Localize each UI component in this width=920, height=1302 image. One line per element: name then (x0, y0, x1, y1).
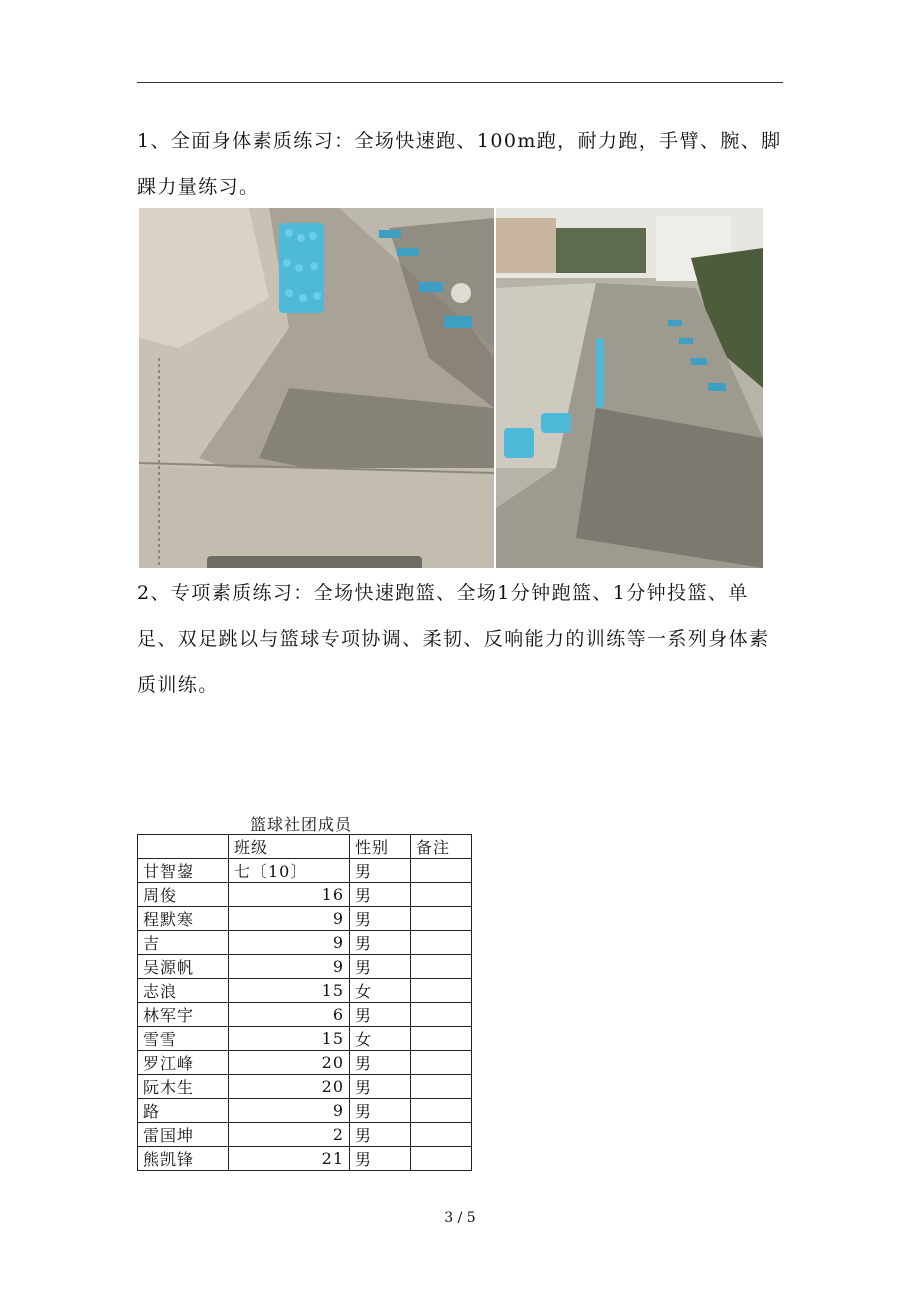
member-note (411, 859, 472, 883)
table-row (138, 1075, 472, 1099)
header-class: 班级 (229, 835, 350, 859)
member-class: 2 (229, 1123, 350, 1147)
member-gender: 男 (350, 931, 411, 955)
member-note (411, 1099, 472, 1123)
member-class: 15 (229, 1027, 350, 1051)
table-row (138, 979, 472, 1003)
page-number: 3 / 5 (444, 1210, 476, 1226)
member-gender: 男 (350, 1123, 411, 1147)
member-name: 雷国坤 (138, 1123, 229, 1147)
table-row (138, 1003, 472, 1027)
member-note (411, 907, 472, 931)
table-row (138, 1099, 472, 1123)
member-note (411, 1123, 472, 1147)
member-class: 20 (229, 1075, 350, 1099)
table-title: 篮球社团成员 (250, 815, 353, 834)
table-row (138, 859, 472, 883)
member-note (411, 1027, 472, 1051)
member-name: 志浪 (138, 979, 229, 1003)
header-gender: 性别 (350, 835, 411, 859)
member-class: 9 (229, 907, 350, 931)
member-note (411, 1003, 472, 1027)
header-name (138, 835, 229, 859)
member-name: 甘智鋆 (138, 859, 229, 883)
table-row (138, 931, 472, 955)
member-name: 周俊 (138, 883, 229, 907)
member-name: 罗江峰 (138, 1051, 229, 1075)
table-row (138, 907, 472, 931)
member-gender: 男 (350, 883, 411, 907)
members-table (137, 834, 472, 1171)
member-class: 6 (229, 1003, 350, 1027)
member-name: 熊凯锋 (138, 1147, 229, 1171)
member-gender: 男 (350, 1075, 411, 1099)
member-name: 路 (138, 1099, 229, 1123)
table-row (138, 955, 472, 979)
photo-pair (139, 208, 763, 568)
member-note (411, 1075, 472, 1099)
photo-students-marching (139, 208, 494, 568)
member-gender: 男 (350, 955, 411, 979)
member-name: 吉 (138, 931, 229, 955)
table-row (138, 883, 472, 907)
member-gender: 男 (350, 1003, 411, 1027)
header-note: 备注 (411, 835, 472, 859)
member-name: 阮木生 (138, 1075, 229, 1099)
member-note (411, 931, 472, 955)
table-row (138, 1147, 472, 1171)
member-gender: 男 (350, 1147, 411, 1171)
member-name: 林军宇 (138, 1003, 229, 1027)
member-note (411, 1147, 472, 1171)
member-gender: 男 (350, 859, 411, 883)
member-note (411, 955, 472, 979)
member-class: 16 (229, 883, 350, 907)
header-rule (137, 82, 783, 83)
member-gender: 女 (350, 979, 411, 1003)
image-viewer-toolbar (207, 556, 422, 568)
member-class: 9 (229, 1099, 350, 1123)
paragraph-2: 2、专项素质练习：全场快速跑篮、全场1分钟跑篮、1分钟投篮、单足、双足跳以与篮球专项协调、柔韧、反响能力的训练等一系列身体素质训练。 (137, 582, 770, 696)
member-class: 9 (229, 955, 350, 979)
table-row (138, 1027, 472, 1051)
paragraph-1: 1、全面身体素质练习：全场快速跑、100m跑，耐力跑，手臂、腕、脚踝力量练习。 (137, 130, 782, 198)
member-class: 21 (229, 1147, 350, 1171)
member-name: 雪雪 (138, 1027, 229, 1051)
member-name: 吴源帆 (138, 955, 229, 979)
member-class: 9 (229, 931, 350, 955)
member-name: 程默寒 (138, 907, 229, 931)
member-gender: 男 (350, 907, 411, 931)
member-gender: 男 (350, 1051, 411, 1075)
member-class: 15 (229, 979, 350, 1003)
member-class: 20 (229, 1051, 350, 1075)
member-note (411, 1051, 472, 1075)
member-class: 七〔10〕 (229, 859, 350, 883)
photo-students-running (496, 208, 763, 568)
member-note (411, 979, 472, 1003)
table-header-row (138, 835, 472, 859)
table-row (138, 1123, 472, 1147)
table-row (138, 1051, 472, 1075)
member-note (411, 883, 472, 907)
member-gender: 女 (350, 1027, 411, 1051)
member-gender: 男 (350, 1099, 411, 1123)
